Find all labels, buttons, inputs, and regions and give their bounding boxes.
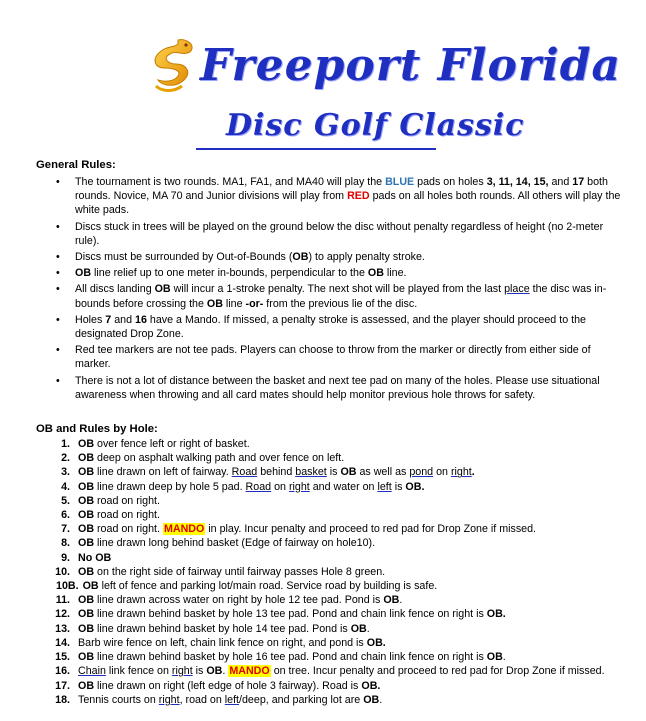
text-run: Discs must be surrounded by Out-of-Bounds ( [75,251,293,264]
hole-rule-item [36,664,626,678]
text-run: over fence left or right of basket. [94,438,250,451]
text-run: left [377,480,392,493]
document-header [0,0,646,150]
text-run: OB [78,480,95,493]
hole-number: 10. [55,565,70,578]
text-run: Road [245,480,272,493]
hole-number: 17. [55,679,70,692]
text-run: on [433,466,451,479]
text-run: . [502,651,506,664]
text-run: No OB [78,551,112,564]
text-run: right [288,480,310,493]
text-run: place [504,283,530,296]
ob-rules-list [36,437,626,707]
text-run: pond [409,466,434,479]
text-run: 16 [135,313,147,326]
text-run: /deep, and parking lot are [239,693,364,706]
text-run: line. [383,267,407,280]
text-run: OB. [405,480,425,493]
text-run: OB [78,438,95,451]
text-run: OB [78,651,95,664]
text-run: OB [363,693,380,706]
bullet-icon: • [56,374,60,387]
text-run: from the previous lie of the disc. [263,297,418,310]
hole-rule-item [36,480,626,494]
text-run: line drawn behind basket by hole 14 tee pad. Pond is [94,622,351,635]
text-run: . [222,665,229,678]
general-rule-item [36,266,626,280]
text-run: pads on all holes both rounds. All others will play the white pads. [75,190,621,217]
text-run: pads on holes [414,176,487,188]
bullet-icon: • [56,344,60,357]
hole-number: 18. [55,693,70,706]
text-run: . [399,594,403,607]
text-run: There is not a lot of distance between the basket and next tee pad on many of the holes. Please use situational awareness when throwing and all card mates should help monitor previous hole throws for safety. [75,374,600,401]
text-run: Discs stuck in trees will be played on the ground below the disc without penalty regardless of height (no 2-meter rule). [75,220,604,247]
text-run: line drawn across water on right by hole 12 tee pad. Pond is [94,594,384,607]
text-run: MANDO [163,523,205,536]
text-run: link fence on [105,665,172,678]
text-run: OB [486,651,503,664]
text-run: OB [78,565,95,578]
text-run: line drawn deep by hole 5 pad. [94,480,246,493]
general-rule-item [36,282,626,310]
text-run: OB [78,594,95,607]
hole-number: 11. [55,594,70,607]
general-rule-item [36,343,626,371]
text-run: left [224,693,240,706]
text-run: and [111,313,136,326]
hole-rule-item [36,508,626,522]
text-run: . [379,693,383,706]
text-run: on tree. Incur penalty and proceed to red pad for Drop Zone if missed. [270,665,605,678]
text-run: OB [154,283,171,296]
hole-rule-item [36,565,626,579]
hole-rule-item [36,622,626,636]
text-run: OB [206,665,223,678]
hole-rule-item [36,465,626,479]
text-run: OB [82,580,99,593]
text-run: . [366,622,370,635]
hole-rule-item [36,494,626,508]
text-run: OB [292,251,309,264]
text-run: Tennis courts on [78,693,159,706]
hole-number: 8. [61,537,70,550]
text-run: road on right. [94,523,163,536]
text-run: Red tee markers are not tee pads. Players can choose to throw from the marker or directly from either side of marker. [75,344,591,371]
hole-rule-item [36,650,626,664]
hole-number: 1. [61,438,70,451]
text-run: BLUE [385,176,415,188]
text-run: in play. Incur penalty and proceed to red pad for Drop Zone if missed. [205,523,537,536]
text-run: OB [367,267,384,280]
text-run: OB [78,452,95,465]
text-run: both rounds. Novice, MA 70 and Junior divisions will play from [75,176,608,203]
text-run: OB [78,509,95,522]
title-freeport-florida: Freeport Florida [200,40,622,91]
text-run: OB [75,267,92,280]
hole-rule-item [36,579,626,593]
text-run: All discs landing [75,283,155,296]
text-run: will incur a 1-stroke penalty. The next shot will be played from the last [170,283,505,296]
text-run: have a Mando. If missed, a penalty stroke is assessed, and the player should proceed to the designated Drop Zone. [75,313,586,341]
text-run: road on right. [94,509,160,522]
text-run: 17 [572,176,585,188]
hole-number: 13. [55,622,70,635]
text-run: behind [257,466,296,479]
section-spacer [36,404,626,422]
text-run: OB [206,297,223,310]
text-run: ) to apply penalty stroke. [308,251,425,264]
text-run: OB [78,608,95,621]
general-rules-heading: General Rules: [36,159,116,171]
hole-rule-item [36,607,626,621]
text-run: Holes [75,313,106,326]
bullet-icon: • [56,251,60,264]
text-run: as well as [356,466,410,479]
hole-number: 9. [61,551,70,564]
rules-content [36,158,626,707]
text-run: OB [340,466,357,479]
text-run: line [222,297,246,310]
general-rule-item [36,313,626,341]
hole-number: 4. [61,480,70,493]
text-run: deep on asphalt walking path and over fence on left. [94,452,345,465]
ob-rules-heading: OB and Rules by Hole: [36,423,158,436]
text-run: left of fence and parking lot/main road. Service road by building is safe. [98,580,438,593]
text-run: -or- [245,297,264,310]
general-rule-item [36,250,626,264]
text-run: line drawn on left of fairway. [94,466,232,479]
hole-number: 15. [55,651,70,664]
text-run: OB. [366,636,386,649]
hole-rule-item [36,437,626,451]
text-run: MANDO [229,665,270,678]
text-run: line relief up to one meter in-bounds, perpendicular to the [91,267,368,280]
bullet-icon: • [56,267,60,280]
text-run: 3, 11, 14, 15, [486,176,549,188]
text-run: and water on [309,480,378,493]
text-run: line drawn behind basket by hole 13 tee pad. Pond and chain link fence on right is [94,608,487,621]
dragon-icon [148,36,198,94]
hole-number: 5. [61,494,70,507]
text-run: is [391,480,406,493]
hole-number: 2. [61,452,70,465]
text-run: on the right side of fairway until fairway passes Hole 8 green. [94,565,386,578]
general-rule-item [36,175,626,218]
text-run: line drawn behind basket by hole 16 tee pad. Pond and chain link fence on right is [94,651,487,664]
text-run: . [471,466,475,479]
hole-number: 6. [61,509,70,522]
hole-rule-item [36,679,626,693]
text-run: OB [78,494,95,507]
hole-rule-item [36,451,626,465]
text-run: OB [78,523,95,536]
text-run: right [450,466,472,479]
text-run: is [192,665,207,678]
hole-number: 16. [55,665,70,678]
text-run: RED [347,190,370,203]
text-run: is [326,466,341,479]
text-run: The tournament is two rounds. MA1, FA1, and MA40 will play the [75,176,386,188]
bullet-icon: • [56,283,60,296]
hole-rule-item [36,536,626,550]
text-run: right [171,665,193,678]
text-run: OB [350,622,367,635]
text-run: OB [78,622,95,635]
general-rules-list [36,175,626,402]
hole-rule-item [36,551,626,565]
hole-number: 10B. [56,580,79,593]
text-run: basket [295,466,327,479]
hole-number: 3. [61,466,70,479]
text-run: right [158,693,180,706]
hole-number: 7. [61,523,70,536]
text-run: the disc was in-bounds before crossing the [75,283,607,310]
text-run: , road on [179,693,225,706]
hole-number: 14. [55,636,70,649]
hole-rule-item [36,522,626,536]
text-run: OB. [486,608,506,621]
text-run: Road [231,466,258,479]
hole-rule-item [36,593,626,607]
general-rule-item [36,374,626,402]
text-run: Barb wire fence on left, chain link fence on right, and pond is [78,636,367,649]
general-rule-item [36,220,626,248]
text-run: 7 [105,313,112,326]
text-run: OB [78,537,95,550]
title-underline [196,148,436,150]
hole-number: 12. [55,608,70,621]
bullet-icon: • [56,220,60,233]
title-disc-golf-classic: Disc Golf Classic [226,108,525,143]
text-run: OB [78,466,95,479]
text-run: and [548,176,573,188]
text-run: OB [78,679,95,692]
hole-rule-item [36,636,626,650]
hole-rule-item [36,693,626,707]
text-run: road on right. [94,494,160,507]
text-run: OB. [361,679,381,692]
text-run: line drawn long behind basket (Edge of fairway on hole10). [94,537,376,550]
text-run: line drawn on right (left edge of hole 3 fairway). Road is [94,679,362,692]
text-run: OB [383,594,400,607]
bullet-icon: • [56,176,60,188]
text-run: Chain [78,665,106,678]
bullet-icon: • [56,313,60,326]
text-run: on [271,480,289,493]
